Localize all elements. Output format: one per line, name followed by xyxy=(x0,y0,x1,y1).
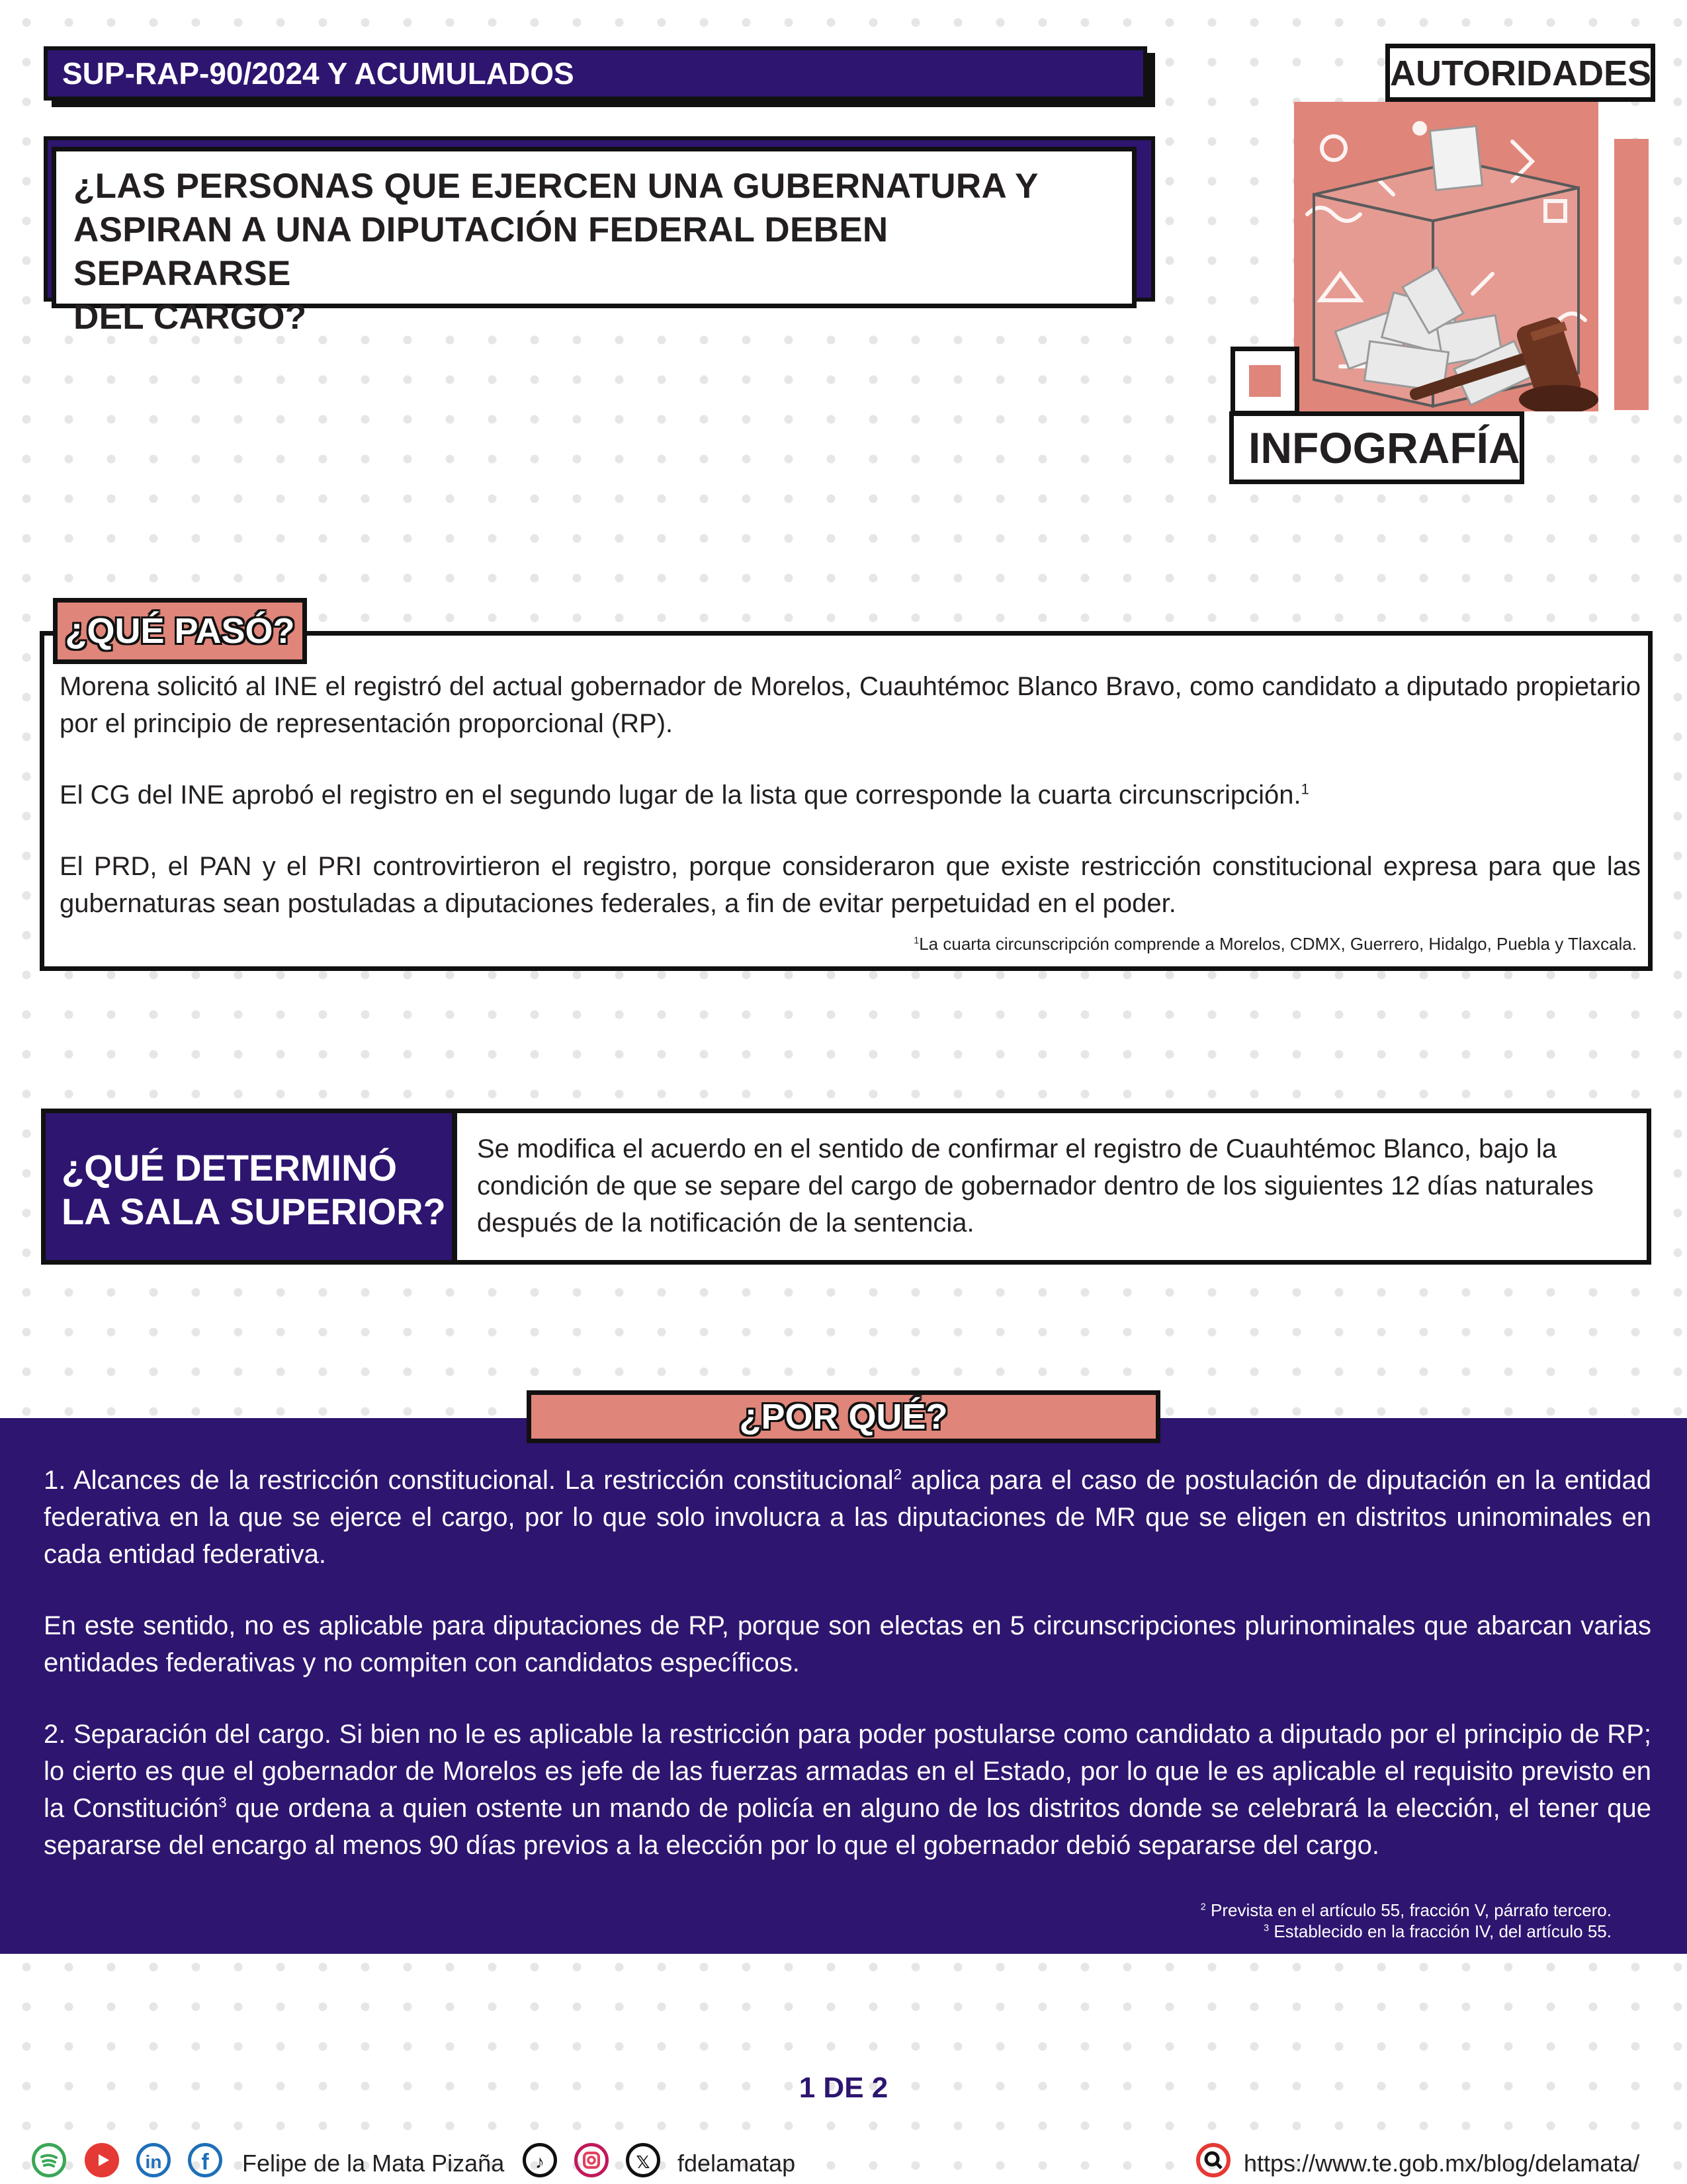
question-line-1: ¿LAS PERSONAS QUE EJERCEN UNA GUBERNATURA Y xyxy=(73,167,1039,206)
que-paso-paragraph-1: Morena solicitó al INE el registró del actual gobernador de Morelos, Cuauhtémoc Blanco Bravo, como candidato a diputado propietario por el principio de representación proporcional (RP). xyxy=(60,672,1641,738)
footnote-marker-1: 1 xyxy=(914,935,920,946)
footer-url[interactable]: https://www.te.gob.mx/blog/delamata/ xyxy=(1244,2150,1640,2177)
footnote-3 xyxy=(860,1921,1612,1942)
que-paso-body xyxy=(60,668,1641,956)
decorative-square xyxy=(1249,365,1281,397)
tiktok-icon[interactable] xyxy=(523,2143,557,2177)
por-que-title: ¿POR QUÉ? xyxy=(527,1390,1160,1443)
main-question xyxy=(52,147,1137,337)
que-paso-paragraph-2-text: El CG del INE aprobó el registro en el segundo lugar de la lista que corresponde la cuarta circunscripción. xyxy=(60,780,1301,810)
decorative-bar xyxy=(1614,139,1649,410)
category-label xyxy=(1385,44,1655,102)
ballot-box-illustration xyxy=(1294,102,1598,411)
footnote-text-3: Establecido en la fracción IV, del artículo 55. xyxy=(1274,1921,1612,1941)
case-id: SUP-RAP-90/2024 Y ACUMULADOS xyxy=(62,56,574,91)
por-que-paragraph-1 xyxy=(44,1462,1651,1573)
footnote-ref-1: 1 xyxy=(1301,780,1309,798)
determino-title xyxy=(41,1109,456,1265)
determino-text: Se modifica el acuerdo en el sentido de confirmar el registro de Cuauhtémoc Blanco, bajo la condición de que se separe del cargo de gobernador dentro de los siguientes 12 días naturales después de la notificación de la sentencia. xyxy=(453,1109,1651,1265)
footnote-ref-3: 3 xyxy=(218,1794,227,1811)
por-que-body xyxy=(44,1462,1651,1898)
footnote-text-2: Prevista en el artículo 55, fracción V, párrafo tercero. xyxy=(1210,1900,1612,1920)
footnote-marker-3: 3 xyxy=(1264,1923,1270,1934)
document-type-text: INFOGRAFÍA xyxy=(1248,423,1520,472)
question-line-3: DEL CARGO? xyxy=(73,298,307,337)
footnote-marker-2: 2 xyxy=(1200,1902,1206,1913)
determino-title-line-2: LA SALA SUPERIOR? xyxy=(62,1191,446,1232)
ballot-box-icon xyxy=(1294,102,1598,411)
x-icon[interactable] xyxy=(626,2143,660,2177)
case-id-bar xyxy=(44,46,1147,101)
que-paso-paragraph-3: El PRD, el PAN y el PRI controvirtieron el registro, porque consideraron que existe restricción constitucional expresa para que las gubernaturas sean postuladas a diputaciones federales, a fin de evitar perpetuidad en el poder. xyxy=(60,852,1641,918)
category-text: AUTORIDADES xyxy=(1390,54,1652,93)
footer-author-name[interactable]: Felipe de la Mata Pizaña xyxy=(242,2150,505,2177)
page-number: 1 DE 2 xyxy=(799,2072,888,2104)
linkedin-glyph: in xyxy=(145,2152,162,2172)
youtube-icon[interactable] xyxy=(85,2143,119,2177)
facebook-icon[interactable] xyxy=(188,2143,222,2177)
por-que-p1-a: 1. Alcances de la restricción constitucional. La restricción constitucional xyxy=(44,1466,894,1495)
footnote-text-1: La cuarta circunscripción comprende a Morelos, CDMX, Guerrero, Hidalgo, Puebla y Tlaxcala. xyxy=(919,934,1637,954)
tiktok-glyph: ♪ xyxy=(535,2152,544,2172)
footnote-ref-2: 2 xyxy=(893,1466,902,1483)
instagram-icon[interactable] xyxy=(574,2143,609,2177)
footer-social-handle[interactable]: fdelamatap xyxy=(677,2150,796,2177)
x-glyph: 𝕏 xyxy=(636,2152,650,2172)
por-que-footnotes xyxy=(860,1900,1612,1942)
que-paso-paragraph-2 xyxy=(60,777,1641,814)
spotify-icon[interactable] xyxy=(32,2143,66,2177)
web-icon[interactable] xyxy=(1196,2143,1231,2177)
linkedin-icon[interactable] xyxy=(136,2143,171,2177)
por-que-paragraph-3 xyxy=(44,1716,1651,1864)
por-que-paragraph-2: En este sentido, no es aplicable para diputaciones de RP, porque son electas en 5 circunscripciones plurinominales que abarcan varias entidades federativas y no compiten con candidatos específicos. xyxy=(44,1611,1651,1677)
document-type-label xyxy=(1229,411,1524,484)
que-paso-footnote xyxy=(728,934,1637,954)
por-que-p3-a: 2. Separación del cargo. Si bien no le es aplicable la restricción para poder postularse como candidato a diputado por el principio de RP; lo cierto es que el gobernador de Morelos es jefe de las fuerzas armadas en el Estado, por lo que le es aplicable el requisito previsto en la Constitución xyxy=(44,1720,1651,1823)
por-que-p1-b: aplica para el caso de postulación de diputación en la entidad federativa en la que se ejerce el cargo, por lo que solo involucra a las diputaciones de MR que se eligen en distritos uninominales en cada entidad federativa. xyxy=(44,1466,1651,1569)
por-que-p3-b: que ordena a quien ostente un mando de policía en alguno de los distritos donde se celebrará la elección, el tener que separarse del encargo al menos 90 días previos a la elección por lo que el gobernador debió separarse del cargo. xyxy=(44,1794,1651,1860)
question-line-2: ASPIRAN A UNA DIPUTACIÓN FEDERAL DEBEN SEPARARSE xyxy=(73,210,888,293)
que-paso-title: ¿QUÉ PASÓ? xyxy=(53,598,307,664)
determino-title-line-1: ¿QUÉ DETERMINÓ xyxy=(62,1147,398,1189)
footnote-2 xyxy=(860,1900,1612,1921)
facebook-glyph: f xyxy=(201,2150,209,2175)
